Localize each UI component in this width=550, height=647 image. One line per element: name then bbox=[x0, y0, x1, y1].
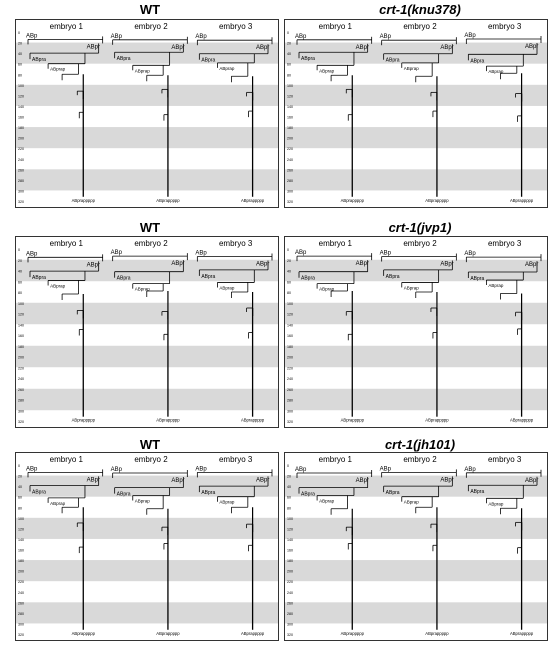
cell-label-abp: ABp bbox=[110, 33, 123, 40]
cell-label-terminal: ABprappppp bbox=[509, 417, 534, 423]
cell-label-abp: ABp bbox=[379, 466, 392, 473]
y-axis-tick-label: 320 bbox=[287, 200, 293, 204]
cell-label-abprap: ABprap bbox=[488, 501, 504, 507]
y-axis-tick-label: 300 bbox=[287, 189, 293, 194]
cell-label-abpr: ABpr bbox=[171, 261, 185, 268]
y-axis-tick-label: 160 bbox=[287, 334, 293, 338]
time-band bbox=[16, 602, 278, 623]
y-axis-tick-label: 240 bbox=[287, 590, 293, 595]
cell-label-abpr: ABpr bbox=[525, 43, 539, 50]
y-axis-tick-label: 140 bbox=[18, 537, 24, 542]
row3-right-title bbox=[330, 437, 510, 452]
y-axis-tick-label: 140 bbox=[287, 323, 293, 328]
y-axis-tick-label: 120 bbox=[18, 527, 24, 532]
time-band bbox=[16, 127, 278, 148]
cell-label-abp: ABp bbox=[464, 251, 476, 258]
embryo-label: embryo 2 bbox=[403, 239, 437, 248]
time-band bbox=[16, 85, 278, 106]
row2-left-title: WT bbox=[139, 220, 161, 235]
embryo-label: embryo 2 bbox=[134, 239, 168, 248]
lineage-diagram bbox=[285, 453, 547, 640]
cell-label-abprap: ABprap bbox=[319, 498, 335, 504]
cell-label-abpra: ABpra bbox=[301, 491, 315, 498]
embryo-label: embryo 3 bbox=[218, 239, 253, 248]
y-axis-tick-label: 100 bbox=[18, 301, 24, 306]
y-axis-tick-label: 80 bbox=[287, 73, 291, 78]
cell-label-terminal: ABprappppp bbox=[240, 630, 265, 636]
y-axis-tick-label: 280 bbox=[18, 398, 24, 403]
y-axis-tick-label: 220 bbox=[18, 147, 24, 152]
cell-label-abpr: ABpr bbox=[86, 262, 101, 269]
y-axis-tick-label: 180 bbox=[287, 344, 293, 349]
cell-label-abpra: ABpra bbox=[385, 57, 400, 64]
y-axis-tick-label: 300 bbox=[18, 622, 24, 627]
cell-label-abp: ABp bbox=[26, 33, 38, 40]
embryo-label: embryo 3 bbox=[487, 455, 522, 464]
embryo-label: embryo 2 bbox=[403, 22, 437, 31]
y-axis-tick-label: 80 bbox=[287, 291, 291, 295]
cell-label-terminal: ABprappppp bbox=[71, 197, 95, 203]
y-axis-tick-label: 0 bbox=[18, 248, 20, 252]
y-axis-tick-label: 320 bbox=[18, 200, 24, 204]
cell-label-terminal: ABprappppp bbox=[340, 417, 364, 423]
time-band bbox=[285, 260, 547, 285]
cell-label-terminal: ABprappppp bbox=[425, 197, 449, 203]
y-axis-tick-label: 280 bbox=[287, 178, 293, 183]
y-axis-tick-label: 0 bbox=[287, 248, 289, 252]
y-axis-tick-label: 300 bbox=[18, 409, 24, 414]
y-axis-tick-label: 80 bbox=[287, 506, 291, 511]
cell-label-terminal: ABprappppp bbox=[71, 417, 95, 423]
lineage-diagram bbox=[16, 237, 278, 427]
cell-label-abprap: ABprap bbox=[319, 286, 335, 292]
y-axis-tick-label: 40 bbox=[287, 269, 291, 274]
cell-label-abp: ABp bbox=[26, 466, 38, 473]
cell-label-abprap: ABprap bbox=[219, 65, 235, 71]
cell-label-abpr: ABpr bbox=[171, 44, 185, 51]
y-axis-tick-label: 60 bbox=[287, 62, 291, 67]
cell-label-abp: ABp bbox=[110, 250, 123, 257]
cell-label-terminal: ABprappppp bbox=[425, 630, 449, 636]
time-band bbox=[285, 602, 547, 623]
y-axis-tick-label: 40 bbox=[287, 52, 291, 57]
y-axis-tick-label: 120 bbox=[287, 527, 293, 532]
panel-r2-left bbox=[15, 236, 279, 428]
embryo-label: embryo 2 bbox=[403, 455, 437, 464]
embryo-label: embryo 3 bbox=[487, 22, 522, 31]
cell-label-abpra: ABpra bbox=[32, 489, 46, 496]
time-band bbox=[285, 518, 547, 539]
y-axis-tick-label: 220 bbox=[287, 147, 293, 152]
cell-label-abpr: ABpr bbox=[355, 261, 370, 268]
y-axis-tick-label: 300 bbox=[287, 409, 293, 414]
row1-left-title: WT bbox=[139, 2, 161, 17]
y-axis-tick-label: 240 bbox=[18, 377, 24, 381]
cell-label-abpr: ABpr bbox=[525, 477, 539, 484]
lineage-diagram bbox=[16, 20, 278, 207]
panel-r1-right bbox=[284, 19, 548, 208]
embryo-label: embryo 3 bbox=[218, 455, 253, 464]
y-axis-tick-label: 120 bbox=[18, 94, 24, 99]
embryo-label: embryo 1 bbox=[318, 239, 353, 248]
cell-label-abpra: ABpra bbox=[385, 273, 400, 280]
y-axis-tick-label: 300 bbox=[287, 622, 293, 627]
row3-right-title-text: crt-1(jh101) bbox=[384, 437, 456, 452]
y-axis-tick-label: 100 bbox=[287, 516, 293, 521]
cell-label-terminal: ABprappppp bbox=[240, 197, 265, 203]
y-axis-tick-label: 220 bbox=[18, 366, 24, 371]
y-axis-tick-label: 20 bbox=[18, 41, 22, 46]
y-axis-tick-label: 60 bbox=[287, 495, 291, 500]
y-axis-tick-label: 160 bbox=[18, 115, 24, 120]
time-band bbox=[16, 518, 278, 539]
y-axis-tick-label: 200 bbox=[18, 136, 24, 141]
cell-label-abp: ABp bbox=[110, 466, 123, 473]
embryo-label: embryo 2 bbox=[134, 22, 168, 31]
y-axis-tick-label: 320 bbox=[287, 420, 293, 424]
y-axis-tick-label: 20 bbox=[18, 258, 22, 263]
cell-label-abp: ABp bbox=[295, 466, 307, 473]
y-axis-tick-label: 20 bbox=[287, 474, 291, 479]
embryo-label: embryo 2 bbox=[134, 455, 168, 464]
y-axis-tick-label: 260 bbox=[18, 601, 24, 606]
y-axis-tick-label: 200 bbox=[287, 569, 293, 574]
y-axis-tick-label: 180 bbox=[287, 559, 293, 564]
embryo-label: embryo 1 bbox=[49, 239, 84, 248]
embryo-label: embryo 1 bbox=[49, 22, 84, 31]
cell-label-abpr: ABpr bbox=[256, 45, 270, 52]
time-band bbox=[285, 85, 547, 106]
y-axis-tick-label: 280 bbox=[18, 178, 24, 183]
y-axis-tick-label: 180 bbox=[287, 126, 293, 131]
y-axis-tick-label: 60 bbox=[18, 495, 22, 500]
y-axis-tick-label: 260 bbox=[287, 601, 293, 606]
y-axis-tick-label: 280 bbox=[287, 398, 293, 403]
cell-label-abpr: ABpr bbox=[86, 477, 101, 484]
cell-label-terminal: ABprappppp bbox=[340, 197, 364, 203]
y-axis-tick-label: 20 bbox=[287, 41, 291, 46]
panel-r1-left bbox=[15, 19, 279, 208]
cell-label-terminal: ABprappppp bbox=[240, 417, 265, 423]
row2-right-title-text: crt-1(jvp1) bbox=[388, 220, 452, 235]
y-axis-tick-label: 200 bbox=[18, 569, 24, 574]
cell-label-abp: ABp bbox=[379, 250, 392, 257]
cell-label-abprap: ABprap bbox=[403, 65, 419, 71]
cell-label-abprap: ABprap bbox=[319, 68, 335, 74]
row1-right-title bbox=[330, 2, 510, 17]
y-axis-tick-label: 220 bbox=[18, 580, 24, 585]
y-axis-tick-label: 260 bbox=[18, 387, 24, 392]
y-axis-tick-label: 40 bbox=[18, 485, 22, 490]
y-axis-tick-label: 180 bbox=[18, 344, 24, 349]
y-axis-tick-label: 120 bbox=[18, 312, 24, 317]
y-axis-tick-label: 0 bbox=[18, 464, 20, 468]
y-axis-tick-label: 200 bbox=[18, 355, 24, 360]
time-band bbox=[16, 260, 278, 285]
lineage-diagram bbox=[16, 453, 278, 640]
panel-r3-right bbox=[284, 452, 548, 641]
time-band bbox=[285, 43, 547, 64]
cell-label-abp: ABp bbox=[195, 34, 207, 41]
y-axis-tick-label: 40 bbox=[287, 485, 291, 490]
cell-label-abprap: ABprap bbox=[50, 283, 66, 289]
y-axis-tick-label: 240 bbox=[287, 157, 293, 162]
y-axis-tick-label: 140 bbox=[287, 537, 293, 542]
y-axis-tick-label: 140 bbox=[18, 104, 24, 109]
row1-right-title-text: crt-1(knu378) bbox=[379, 2, 461, 17]
y-axis-tick-label: 200 bbox=[287, 136, 293, 141]
y-axis-tick-label: 240 bbox=[18, 590, 24, 595]
cell-label-abpra: ABpra bbox=[470, 58, 485, 65]
cell-label-abpr: ABpr bbox=[525, 262, 539, 269]
embryo-label: embryo 1 bbox=[318, 22, 353, 31]
cell-label-abp: ABp bbox=[464, 466, 476, 473]
y-axis-tick-label: 100 bbox=[18, 83, 24, 88]
y-axis-tick-label: 100 bbox=[287, 83, 293, 88]
y-axis-tick-label: 320 bbox=[18, 633, 24, 637]
time-band bbox=[285, 560, 547, 581]
y-axis-tick-label: 260 bbox=[18, 168, 24, 173]
y-axis-tick-label: 120 bbox=[287, 312, 293, 317]
y-axis-tick-label: 260 bbox=[287, 387, 293, 392]
y-axis-tick-label: 80 bbox=[18, 506, 22, 511]
embryo-label: embryo 1 bbox=[318, 455, 353, 464]
cell-label-abp: ABp bbox=[195, 466, 207, 473]
cell-label-terminal: ABprappppp bbox=[425, 417, 449, 423]
cell-label-abpr: ABpr bbox=[256, 261, 270, 268]
y-axis-tick-label: 320 bbox=[18, 420, 24, 424]
cell-label-abpra: ABpra bbox=[116, 56, 131, 63]
cell-label-abpra: ABpra bbox=[32, 275, 46, 282]
embryo-label: embryo 3 bbox=[487, 239, 522, 248]
cell-label-abpra: ABpra bbox=[201, 490, 216, 497]
cell-label-terminal: ABprappppp bbox=[71, 630, 95, 636]
cell-label-abpra: ABpra bbox=[385, 490, 400, 497]
cell-label-terminal: ABprappppp bbox=[509, 197, 534, 203]
cell-label-abprap: ABprap bbox=[403, 285, 419, 291]
y-axis-tick-label: 0 bbox=[287, 464, 289, 468]
cell-label-abprap: ABprap bbox=[488, 69, 504, 75]
y-axis-tick-label: 120 bbox=[287, 94, 293, 99]
cell-label-abpr: ABpr bbox=[440, 477, 454, 484]
cell-label-abprap: ABprap bbox=[219, 285, 235, 291]
y-axis-tick-label: 200 bbox=[287, 355, 293, 360]
embryo-label: embryo 1 bbox=[49, 455, 84, 464]
cell-label-abpra: ABpra bbox=[116, 491, 131, 498]
row3-left-title: WT bbox=[139, 437, 161, 452]
y-axis-tick-label: 180 bbox=[18, 126, 24, 131]
cell-label-abpr: ABpr bbox=[171, 477, 185, 484]
embryo-label: embryo 3 bbox=[218, 22, 253, 31]
y-axis-tick-label: 0 bbox=[287, 31, 289, 35]
cell-label-terminal: ABprappppp bbox=[340, 630, 364, 636]
lineage-diagram bbox=[285, 237, 547, 427]
y-axis-tick-label: 160 bbox=[287, 548, 293, 553]
y-axis-tick-label: 280 bbox=[287, 611, 293, 616]
cell-label-abp: ABp bbox=[295, 250, 307, 257]
y-axis-tick-label: 280 bbox=[18, 611, 24, 616]
lineage-diagram bbox=[285, 20, 547, 207]
cell-label-abpra: ABpra bbox=[301, 275, 315, 282]
cell-label-abp: ABp bbox=[195, 250, 207, 257]
cell-label-abprap: ABprap bbox=[488, 283, 504, 289]
cell-label-abp: ABp bbox=[379, 34, 392, 41]
cell-label-abpr: ABpr bbox=[440, 261, 454, 268]
y-axis-tick-label: 40 bbox=[18, 269, 22, 274]
cell-label-abprap: ABprap bbox=[403, 499, 419, 505]
cell-label-abprap: ABprap bbox=[50, 500, 66, 506]
time-band bbox=[285, 127, 547, 148]
y-axis-tick-label: 80 bbox=[18, 291, 22, 295]
cell-label-abpr: ABpr bbox=[256, 477, 270, 484]
cell-label-abpra: ABpra bbox=[201, 273, 216, 280]
y-axis-tick-label: 60 bbox=[287, 280, 291, 285]
y-axis-tick-label: 180 bbox=[18, 559, 24, 564]
y-axis-tick-label: 60 bbox=[18, 280, 22, 285]
y-axis-tick-label: 80 bbox=[18, 73, 22, 78]
cell-label-terminal: ABprappppp bbox=[156, 417, 180, 423]
y-axis-tick-label: 260 bbox=[287, 168, 293, 173]
y-axis-tick-label: 140 bbox=[18, 323, 24, 328]
cell-label-terminal: ABprappppp bbox=[156, 197, 180, 203]
y-axis-tick-label: 60 bbox=[18, 62, 22, 67]
cell-label-abp: ABp bbox=[464, 32, 476, 39]
y-axis-tick-label: 220 bbox=[287, 366, 293, 371]
cell-label-abprap: ABprap bbox=[50, 66, 66, 72]
cell-label-abprap: ABprap bbox=[134, 286, 150, 292]
cell-label-abpra: ABpra bbox=[470, 276, 485, 282]
panel-r2-right bbox=[284, 236, 548, 428]
y-axis-tick-label: 160 bbox=[18, 548, 24, 553]
cell-label-abpra: ABpra bbox=[32, 57, 46, 64]
cell-label-abpra: ABpra bbox=[470, 489, 485, 496]
y-axis-tick-label: 320 bbox=[287, 633, 293, 637]
y-axis-tick-label: 100 bbox=[18, 516, 24, 521]
y-axis-tick-label: 160 bbox=[287, 115, 293, 120]
y-axis-tick-label: 100 bbox=[287, 301, 293, 306]
cell-label-abp: ABp bbox=[26, 251, 38, 258]
y-axis-tick-label: 20 bbox=[287, 258, 291, 263]
cell-label-abpra: ABpra bbox=[116, 275, 131, 282]
y-axis-tick-label: 220 bbox=[287, 580, 293, 585]
y-axis-tick-label: 240 bbox=[287, 377, 293, 381]
panel-r3-left bbox=[15, 452, 279, 641]
y-axis-tick-label: 0 bbox=[18, 31, 20, 35]
time-band bbox=[16, 169, 278, 190]
y-axis-tick-label: 300 bbox=[18, 189, 24, 194]
cell-label-abpr: ABpr bbox=[86, 44, 101, 51]
y-axis-tick-label: 140 bbox=[287, 104, 293, 109]
cell-label-abpra: ABpra bbox=[201, 57, 216, 64]
y-axis-tick-label: 240 bbox=[18, 157, 24, 162]
row2-right-title bbox=[330, 220, 510, 235]
cell-label-terminal: ABprappppp bbox=[509, 630, 534, 636]
y-axis-tick-label: 40 bbox=[18, 52, 22, 57]
cell-label-abpr: ABpr bbox=[440, 45, 454, 52]
y-axis-tick-label: 20 bbox=[18, 474, 22, 479]
cell-label-abp: ABp bbox=[295, 33, 307, 40]
cell-label-terminal: ABprappppp bbox=[156, 630, 180, 636]
cell-label-abpr: ABpr bbox=[355, 44, 370, 51]
cell-label-abprap: ABprap bbox=[134, 68, 150, 74]
cell-label-abprap: ABprap bbox=[219, 499, 235, 505]
time-band bbox=[16, 560, 278, 581]
y-axis-tick-label: 160 bbox=[18, 334, 24, 338]
cell-label-abprap: ABprap bbox=[134, 498, 150, 504]
time-band bbox=[285, 169, 547, 190]
cell-label-abpra: ABpra bbox=[301, 56, 315, 63]
cell-label-abpr: ABpr bbox=[355, 477, 370, 484]
